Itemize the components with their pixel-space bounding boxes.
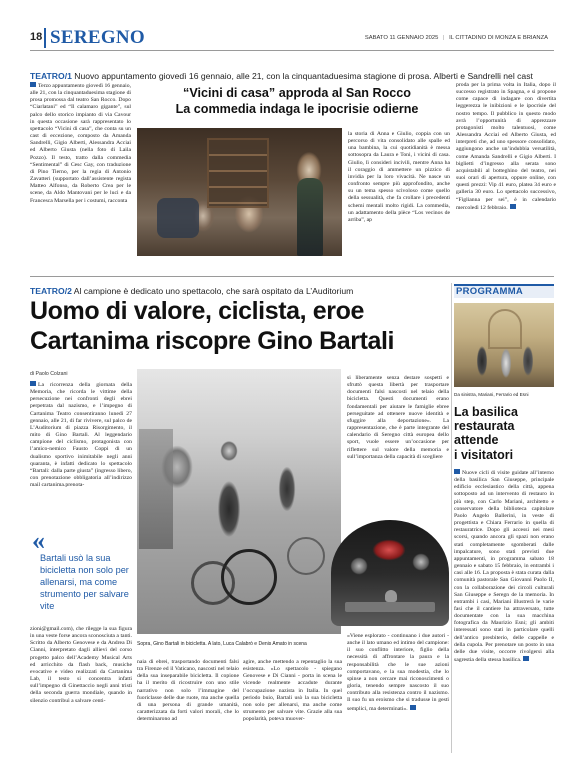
page-number: 18	[30, 31, 43, 43]
header-rule	[30, 50, 554, 51]
article1-headline1: “Vicini di casa” approda al San Rocco	[183, 86, 411, 100]
article1-col2	[348, 131, 450, 261]
article1-col1-text: Terzo appuntamento giovedì 16 gennaio, alle 21, con la cinquantaduesima stagione di prosa promossa dal teatro San Rocco. Dopo “Ciarlatani” ed “Il calamaro gigante”, sul palco dello storico impianto di via Cavour in questa occasione sarà rappresentato lo spettacolo “Vicini di casa”, che conta su un cast di eccezione, composto da Amanda Sandrelli, Gigio Alberti, Alessandra Acciai ed Alberto Giusta (nella foto di Laila Pozzo). Il testo, tratto dalla commedia “Sentimental” di Cesc Gay, con traduzione di Pino Tierno, per la regia di Antonio Zavatteri (supportato dall’assistente regista Matteo Alfonso, da Roberto Crea per le scene, da Aldo Mantovani per le luci e da Francesca Marsella per i costumi, racconta	[30, 83, 131, 204]
bicycle-wheel-rear	[191, 561, 235, 605]
article2-kicker	[30, 286, 353, 296]
article1-col1	[30, 82, 131, 252]
section-title: SEREGNO	[50, 27, 146, 48]
sidebar-vertical-rule	[451, 283, 452, 753]
article2-headline	[30, 296, 448, 356]
sidebar-body-text: Nuove cicli di visite guidate all’interno della basilica San Giuseppe, principale edificio ecclesiastico della città, appena sottoposto ad un intervento di restauro in più step, con Carlo Mariani, architetto e conservatore della biblioteca capitolare Paolo Angelo Ballerini, in veste di progettista e Chiara Ferrario in quella di restauratrice. Dopo gli accessi nei mesi scorsi, quando ancora gli spazi non erano stati completamente sgomberati dalle impalcature, sono stati previsti due appuntamenti, in programma sabato 18 gennaio e sabato 15 febbraio, in entrambi i casi alle 16. La proposta è stata curata dalla comunità pastorale San Giovanni Paolo II, con la collaborazione dei circoli culturali San Giuseppe e Seregn de la memoria. In entrambi i casi, Mariani illustrerà le varie fasi che il cantiere ha attraversato, tutte documentate con la sua macchina fotografica da Maurizio Esni; gli ambiti interessati sono stati in particolare quelli dell’antico presbiterio, delle cappelle e della cupola. Per prenotare un posto in una delle due visite, occorre rivolgersi alla sagrestia della stessa basilica.	[454, 470, 554, 664]
pull-quote	[30, 526, 132, 620]
sidebar-body	[454, 469, 554, 754]
sidebar-headline2: restaurata	[454, 419, 515, 434]
sidebar-headline1: La basilica	[454, 405, 518, 419]
article2-col1	[30, 381, 132, 523]
bartali-photo-caption: Sopra, Gino Bartali in bicicletta. A lato, Luca Calabrò e Denis Amato in scena	[137, 641, 307, 647]
article1-headline2: La commedia indaga le ipocrisie odierne	[175, 101, 419, 116]
article1-col3-text: proda per la prima volta in Italia, dopo il successo registrato in Spagna, e si propone come capace di indagare con divertita leggerezza le inibizioni e le ipocrisie del nostro tempo. Il pubblico in questo modo avrà l’opportunità di apprezzare protagonisti molto talentuosi, come Alessandra Acciai ed Alberto Giusta, ed interpreti che, ad uno spessore consolidato, aggiungono anche un’indubbia versatilità, come Amanda Sandrelli e Gigio Alberti. I biglietti d’ingresso alla serata sono acquistabili al botteghino del teatro, nei suoi orari di apertura, oppure online, con questi prezzi: Vip 41 euro, platea 34 euro e galleria 30 euro. Lo spettacolo successivo, “Figlianna per sei”, è in calendario mercoledì 12 febbraio.	[456, 82, 556, 211]
article2-bottom-col2	[137, 659, 239, 754]
article2-bottom-col3	[243, 659, 342, 754]
section-color-bar	[44, 28, 46, 48]
bartali-cycling-photo	[137, 369, 341, 634]
actors-stage-photo	[331, 520, 449, 626]
article2-bottom-col2-text: naia di ebrei, trasportando documenti falsi tra Firenze ed il Vaticano, nascosti nel telaio della sua inseparabile bicicletta. Il copione ha il merito di ricostruire con uno stile narrativo non solo l’immagine del fuoriclasse delle due ruote, ma anche quella di una persona di grande umanità, caratterizzata da forti valori morali, che lo determinarono ad	[137, 659, 239, 723]
article2-kicker-text: Al campione è dedicato uno spettacolo, che sarà ospitato da L’Auditorium	[73, 286, 354, 296]
stage-actor-standing	[297, 178, 323, 256]
header-meta: SABATO 11 GENNAIO 2025 | IL CITTADINO DI MONZA E BRIANZA	[364, 35, 548, 41]
article2-col1-bottom-text: zioni@gmail.com), che rilegge la sua figura in una veste forse ancora sconosciuta a tanti. Scritto da Alberto Genovese e da Andrea Di Cianni, interpretato dagli allievi del corso progetto palco dell’Academy Musical Arts ed arricchito da flash back, musiche evocative e video realizzati da Cartanima Lab, il testo si concentra infatti sull’impegno di Ginettaccio negli anni tristi della seconda guerra mondiale, quando in silenzio contribuì a salvare centi-	[30, 626, 132, 704]
basilica-arch	[488, 309, 522, 349]
article2-bottom-col3-text: agire, anche mettendo a repentaglio la sua esistenza. «Lo spettacolo - spiegano Genovese e Di Cianni - porta in scena le vicende realmente accadute durante l’occupazione nazista in Italia. In quel periodo buio, Bartali usò la sua bicicletta non solo per allenarsi, ma anche come strumento per salvare vite. Grazie alla sua popolarità, poteva muover-	[243, 659, 342, 723]
stage-table	[345, 602, 435, 612]
sidebar-headline3: attende	[454, 433, 499, 448]
stage-chair	[157, 198, 199, 238]
sidebar-label-bar	[454, 284, 554, 298]
bicycle-wheel-second	[287, 537, 325, 575]
blue-square-bullet-icon	[510, 204, 516, 209]
article2-headline2: Cartanima riscopre Gino Bartali	[30, 327, 395, 355]
article2-headline1: Uomo di valore, ciclista, eroe	[30, 297, 364, 325]
sidebar-headline4: i visitatori	[454, 447, 514, 462]
article1-kicker-tag: TEATRO/1	[30, 71, 72, 81]
article1-kicker	[30, 71, 533, 81]
sidebar-headline	[454, 405, 554, 462]
page-header	[30, 28, 554, 53]
article1-kicker-text: Nuovo appuntamento giovedì 16 gennaio, alle 21, con la cinquantaduesima stagione di prosa. Alberti e Sandrelli nel cast	[74, 71, 533, 81]
sidebar-label: PROGRAMMA	[456, 286, 524, 297]
article1-photo	[137, 128, 342, 256]
article2-bottom-col4-text: «Viene esplorato - continuano i due autori - anche il lato umano ed intimo del campione: il suo conflitto interiore, figlio della necessità di affrontare la paura e la responsabilità che le sue azioni comportavano, e la sua modestia, che lo spinse a non cercare mai riconoscimenti o gloria, tenendo sempre nascosto il suo contributo alla resistenza contro il nazismo. Il suo fu un eroismo che si tradusse in gesti semplici, ma determinati».	[347, 633, 449, 712]
article2-kicker-tag: TEATRO/2	[30, 286, 72, 296]
article2-bottom-col4	[347, 633, 449, 755]
stage-shelf	[207, 138, 269, 208]
blue-square-bullet-icon	[30, 381, 36, 386]
article1-col2-text: la storia di Anna e Giulio, coppia con un percorso di vita consolidato alle spalle ed una bambina, la cui quotidianità è messa sottosopra da Laura e Toni, i vicini di casa. Giulio, lì consideri incivili, mentre Anna ha il coraggio di ammettere un pizzico di invidia per la loro vivacità. Ne nasce un confronto sempre più approfondito, anche su un tema spesso scivoloso come quello della sessualità, che fa crollare i precedenti schemi mentali molto rigidi. La commedia, un adattamento della pièce “Los vecinos de arriba”, ap	[348, 131, 450, 223]
blue-square-bullet-icon	[410, 705, 416, 710]
article-divider	[30, 276, 554, 277]
article2-col1-bottom	[30, 626, 132, 746]
blue-square-bullet-icon	[454, 469, 460, 474]
article2-col2-text: si liberamente senza destare sospetti e sfruttò questa libertà per trasportare documenti falsi nascosti nel telaio della bicicletta. Questi documenti erano fondamentali per aiutare le famiglie ebree perseguitate ad ottenere nuove identità e sfuggire alla deportazione». La rappresentazione, che è parte integrante del calendario di Seregno città europea dello sport, vuole essere un’occasione per riflettere sul valore della memoria e sull’importanza della capacità di scegliere	[347, 375, 449, 460]
blue-square-bullet-icon	[30, 82, 36, 87]
article2-col2	[347, 375, 449, 531]
basilica-photo-caption: Da sinistra, Mariani, Ferrario ed Esni	[454, 392, 529, 397]
article2-col1-text: La ricorrenza della giornata della Memoria, che ricorda le vittime della persecuzione nei confronti degli ebrei perpetrata dal nazismo, e l’impegno di Cartanima Teatro consentiranno lunedì 27 gennaio, alle 21, di far rivivere, sul palco de L’Auditorium di piazza Risorgimento, il mito di Gino Bartali. Al leggendario campione del ciclismo, protagonista con l’amico-nemico Fausto Coppi di un dualismo sportivo inimitabile negli anni quaranta, è infatti dedicato lo spettacolo “Bartali: dalla parte giusta” (ingresso libero, con prenotazione obbligatoria all’indirizzo mail cartanima.prenota-	[30, 382, 132, 489]
spectators-left	[139, 429, 173, 549]
blue-square-bullet-icon	[523, 656, 529, 661]
basilica-photo	[454, 303, 554, 387]
quote-mark-icon: «	[32, 526, 45, 555]
stage-kettle	[385, 590, 397, 602]
header-date: SABATO 11 GENNAIO 2025	[364, 35, 439, 41]
article2-byline: di Paolo Colzani	[30, 371, 68, 377]
article1-col3	[456, 82, 556, 260]
header-newspaper: IL CITTADINO DI MONZA E BRIANZA	[449, 35, 548, 41]
article1-headline	[137, 86, 457, 117]
pull-quote-text: Bartali usò la sua bicicletta non solo per allenarsi, ma come strumento per salvare vite	[40, 553, 129, 611]
